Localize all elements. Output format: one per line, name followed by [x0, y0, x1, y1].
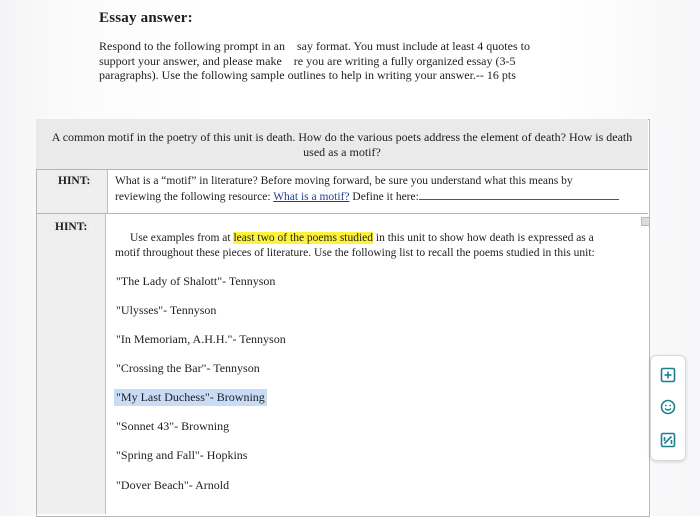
poem-item: "Crossing the Bar"- Tennyson	[116, 361, 260, 375]
hint-1-prefix: reviewing the following resource:	[115, 191, 274, 203]
define-blank-field[interactable]	[419, 189, 619, 200]
poem-item: "Sonnet 43"- Browning	[116, 419, 230, 433]
hint-2-text	[115, 231, 645, 261]
hint-2-line-2: motif throughout these pieces of literature. Use the following list to recall the poems studied in this unit:	[115, 247, 595, 259]
prompt-line: paragraphs). Use the following sample outlines to help in writing your answer.-- 16 pts	[99, 68, 516, 82]
hint-label: HINT:	[58, 175, 91, 187]
page-title: Essay answer:	[99, 10, 193, 26]
hint-1-line-1: What is a “motif” in literature? Before moving forward, be sure you understand what this means by	[115, 175, 573, 187]
hint-1-text	[115, 174, 640, 205]
hint-cell-2	[37, 214, 106, 514]
question-header	[36, 119, 648, 170]
hint-label: HINT:	[55, 221, 88, 233]
hint-1-suffix: Define it here:	[349, 191, 419, 203]
motif-link[interactable]: What is a motif?	[273, 191, 350, 203]
poem-item: "In Memoriam, A.H.H."- Tennyson	[116, 332, 286, 346]
prompt-line: Respond to the following prompt in an say format. You must include at least 4 quotes to	[99, 39, 530, 53]
hint-2-suffix: in this unit to show how death is expressed as a	[373, 232, 594, 244]
highlighted-text: least two of the poems studied	[233, 232, 374, 244]
floating-toolbar	[650, 355, 686, 461]
poem-item: "The Lady of Shalott"- Tennyson	[116, 274, 276, 288]
resize-handle[interactable]	[641, 217, 650, 226]
poem-item: "Dover Beach"- Arnold	[116, 478, 230, 492]
poem-item: "Spring and Fall"- Hopkins	[116, 448, 248, 462]
poem-item: "Ulysses"- Tennyson	[116, 303, 217, 317]
hint-2-prefix: Use examples from at	[130, 232, 234, 244]
prompt-line: support your answer, and please make re you are writing a fully organized essay (3-5	[99, 53, 516, 68]
question-line: A common motif in the poetry of this unit is death. How do the various poets address the element of death? How is death	[51, 130, 633, 144]
add-box-icon[interactable]	[659, 366, 677, 384]
question-line: used as a motif?	[303, 145, 381, 159]
feedback-icon[interactable]	[659, 431, 677, 449]
prompt-text	[99, 39, 569, 83]
poem-item-selected: "My Last Duchess"- Browning	[116, 390, 265, 404]
hint-2-line-1	[115, 231, 645, 246]
hint-1-line-2	[115, 189, 640, 205]
emoji-icon[interactable]	[659, 398, 677, 416]
